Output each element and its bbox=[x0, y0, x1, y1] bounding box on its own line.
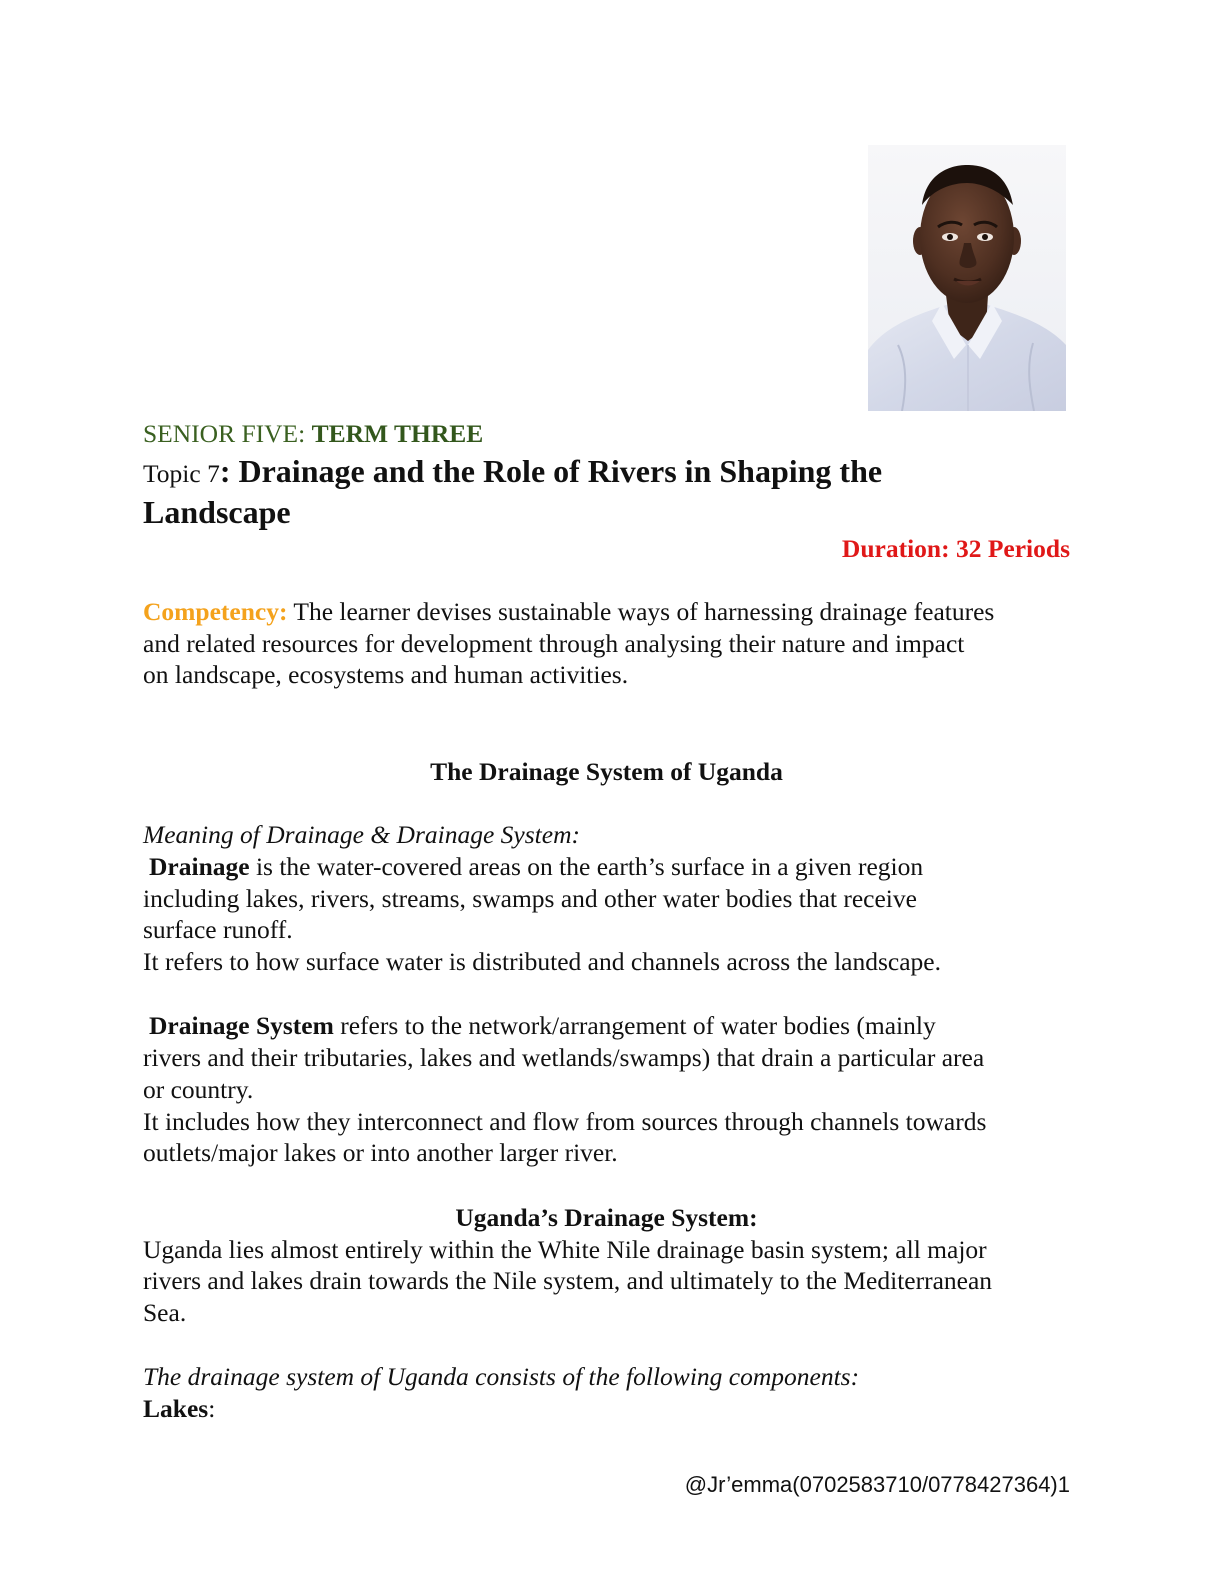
system-definition-line1 bbox=[149, 1010, 936, 1042]
system-definition-line5: outlets/major lakes or into another larger river. bbox=[143, 1138, 618, 1167]
drainage-term: Drainage bbox=[149, 852, 250, 881]
drainage-definition-line3: surface runoff. bbox=[143, 915, 293, 944]
uganda-text-line1: Uganda lies almost entirely within the White Nile drainage basin system; all major bbox=[143, 1235, 987, 1264]
section-heading-ugandas-drainage: Uganda’s Drainage System: bbox=[455, 1203, 758, 1232]
topic-title bbox=[143, 452, 882, 493]
competency-line2: and related resources for development through analysing their nature and impact bbox=[143, 629, 965, 658]
competency-line1 bbox=[143, 596, 994, 628]
term-prefix: SENIOR FIVE: bbox=[143, 419, 312, 448]
lakes-label: Lakes bbox=[143, 1394, 209, 1423]
lakes-colon: : bbox=[208, 1394, 216, 1423]
duration-label: Duration: 32 Periods bbox=[841, 534, 1070, 563]
page-footer: @Jr’emma(0702583710/0778427364)1 bbox=[684, 1472, 1070, 1497]
system-definition-line2: rivers and their tributaries, lakes and wetlands/swamps) that drain a particular area bbox=[143, 1043, 985, 1072]
lakes-label-line bbox=[143, 1393, 215, 1425]
system-definition-line4: It includes how they interconnect and flow from sources through channels towards bbox=[143, 1107, 987, 1136]
term-bold: TERM THREE bbox=[311, 419, 484, 448]
drainage-definition-line1 bbox=[149, 851, 923, 883]
section-heading-drainage-system: The Drainage System of Uganda bbox=[430, 757, 783, 786]
system-definition-line3: or country. bbox=[143, 1075, 254, 1104]
system-term: Drainage System bbox=[149, 1011, 334, 1040]
drainage-definition-line4: It refers to how surface water is distributed and channels across the landscape. bbox=[143, 947, 941, 976]
topic-title-line1: Drainage and the Role of Rivers in Shaping the bbox=[238, 453, 883, 489]
uganda-text-line3: Sea. bbox=[143, 1298, 187, 1327]
competency-line3: on landscape, ecosystems and human activities. bbox=[143, 660, 629, 689]
competency-text1: The learner devises sustainable ways of harnessing drainage features bbox=[287, 597, 995, 626]
meaning-heading: Meaning of Drainage & Drainage System: bbox=[143, 820, 580, 849]
drainage-text1: is the water-covered areas on the earth’s surface in a given region bbox=[249, 852, 924, 881]
topic-number: Topic 7 bbox=[143, 459, 220, 488]
system-text1: refers to the network/arrangement of water bodies (mainly bbox=[333, 1011, 936, 1040]
term-header bbox=[143, 418, 483, 450]
competency-label: Competency: bbox=[143, 597, 288, 626]
topic-colon: : bbox=[219, 453, 239, 489]
topic-title-line2: Landscape bbox=[143, 494, 291, 530]
drainage-definition-line2: including lakes, rivers, streams, swamps and other water bodies that receive bbox=[143, 884, 917, 913]
uganda-text-line2: rivers and lakes drain towards the Nile system, and ultimately to the Mediterranean bbox=[143, 1266, 993, 1295]
portrait-photo bbox=[868, 145, 1066, 411]
components-intro: The drainage system of Uganda consists of the following components: bbox=[143, 1362, 860, 1391]
